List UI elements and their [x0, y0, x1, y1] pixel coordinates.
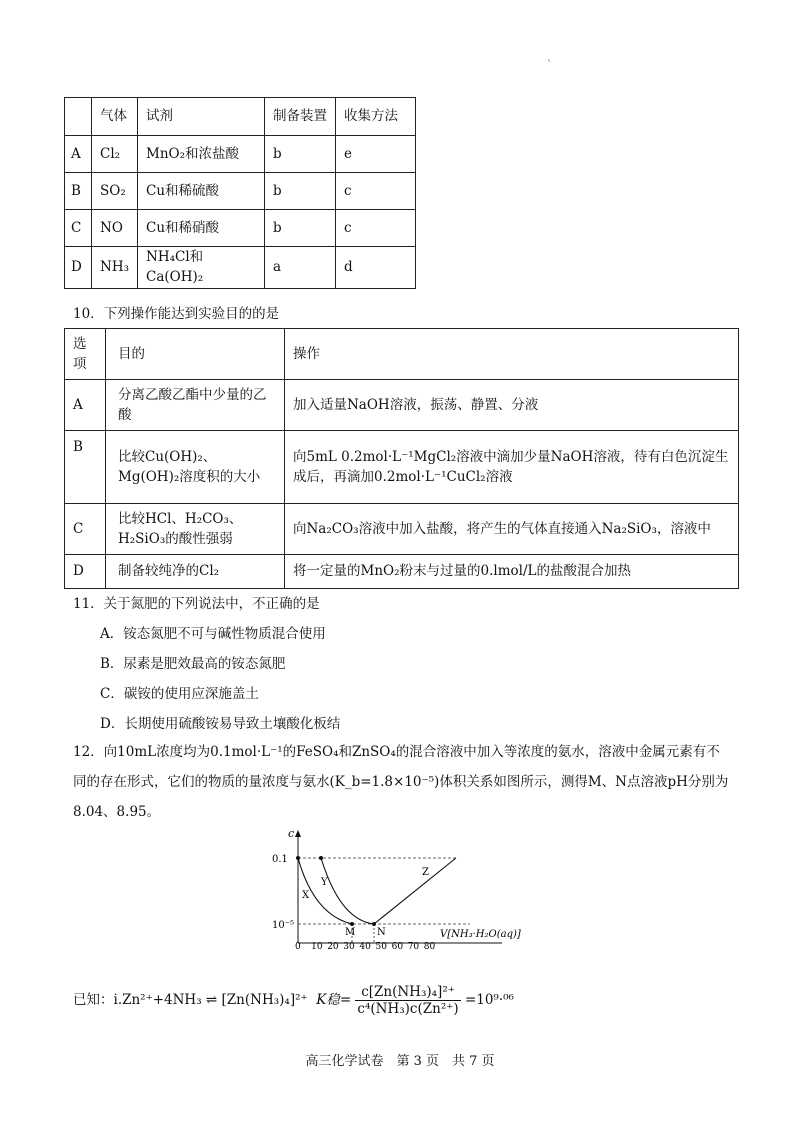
table-cell: D	[65, 555, 106, 589]
table-cell: c	[336, 210, 416, 247]
x-tick-labels	[295, 942, 436, 950]
x-tick-label: 10	[311, 942, 323, 950]
table-row	[65, 210, 416, 247]
point-m	[350, 922, 354, 926]
y-axis-label: c	[288, 827, 295, 840]
table-header-cell: 试剂	[138, 98, 265, 136]
table-cell: A	[65, 136, 92, 173]
table-cell: Cl₂	[92, 136, 138, 173]
table-cell: 将一定量的MnO₂粉末与过量的0.lmol/L的盐酸混合加热	[285, 555, 739, 589]
table-cell: MnO₂和浓盐酸	[138, 136, 265, 173]
table-cell: c	[336, 173, 416, 210]
question-10-stem: 10．下列操作能达到实验目的的是	[73, 306, 280, 322]
series-label-z: Z	[422, 867, 429, 878]
table-cell: C	[65, 210, 92, 247]
concentration-chart	[270, 825, 540, 950]
x-tick-label: 20	[327, 942, 339, 950]
table-cell: 向Na₂CO₃溶液中加入盐酸，将产生的气体直接通入Na₂SiO₃，溶液中	[285, 504, 739, 555]
table-cell: NH₄Cl和Ca(OH)₂	[138, 247, 265, 289]
experiment-table	[64, 328, 739, 589]
series-label-x: X	[302, 890, 310, 901]
table-cell: D	[65, 247, 92, 289]
table-cell: NH₃	[92, 247, 138, 289]
x-tick-label: 50	[375, 942, 387, 950]
x-tick-label: 30	[343, 942, 355, 950]
table-cell: a	[265, 247, 336, 289]
table-header-row	[65, 98, 416, 136]
k-numerator: c[Zn(NH₃)₄]²⁺	[355, 984, 460, 1001]
x-tick-label: 0	[295, 942, 301, 950]
table-header-cell: 操作	[285, 329, 739, 380]
table-row	[65, 555, 739, 589]
known-prefix: 已知：i.Zn²⁺+4NH₃	[73, 992, 202, 1008]
table-cell: NO	[92, 210, 138, 247]
point-start-y	[319, 856, 323, 860]
table-cell: b	[265, 136, 336, 173]
table-header-cell	[65, 98, 92, 136]
question-11-stem: 11．关于氮肥的下列说法中，不正确的是	[73, 596, 320, 612]
table-cell: 比较Cu(OH)₂、Mg(OH)₂溶度积的大小	[106, 431, 285, 504]
table-cell: SO₂	[92, 173, 138, 210]
question-12-stem: 12．向10mL浓度均为0.1mol·L⁻¹的FeSO₄和ZnSO₄的混合溶液中加入等浓度的氨水，溶液中金属元素有不同的存在形式，它们的物质的量浓度与氨水(K_b=1.8×10⁻⁵)体积关系如图所示，测得M、N点溶液pH分别为8.04、8.95。	[73, 744, 729, 820]
table-cell: b	[265, 210, 336, 247]
option-d: D．长期使用硫酸铵易导致土壤酸化板结	[100, 716, 341, 732]
point-n	[372, 922, 376, 926]
table-cell: 分离乙酸乙酯中少量的乙酸	[106, 380, 285, 431]
table-header-cell: 选项	[65, 329, 106, 380]
table-row	[65, 504, 739, 555]
table-cell: d	[336, 247, 416, 289]
corner-mark: `	[547, 60, 552, 71]
table-row	[65, 247, 416, 289]
x-tick-label: 60	[391, 942, 404, 950]
table-row	[65, 380, 739, 431]
k-fraction	[355, 984, 460, 1017]
series-y-curve	[321, 858, 374, 924]
table-cell: Cu和稀硫酸	[138, 173, 265, 210]
table-cell: b	[265, 173, 336, 210]
option-a: A．铵态氮肥不可与碱性物质混合使用	[100, 626, 326, 642]
table-cell: C	[65, 504, 106, 555]
table-header-cell: 气体	[92, 98, 138, 136]
table-cell: 制备较纯净的Cl₂	[106, 555, 285, 589]
table-row	[65, 136, 416, 173]
x-tick-label: 40	[359, 942, 371, 950]
table-cell: A	[65, 380, 106, 431]
table-cell: 向5mL 0.2mol·L⁻¹MgCl₂溶液中滴加少量NaOH溶液，待有白色沉淀生成后，再滴加0.2mol·L⁻¹CuCl₂溶液	[285, 431, 739, 504]
x-tick-label: 80	[423, 942, 436, 950]
known-equilibrium	[73, 984, 514, 1017]
table-cell: 加入适量NaOH溶液，振荡、静置、分液	[285, 380, 739, 431]
table-row	[65, 173, 416, 210]
y-tick-label: 10⁻⁵	[272, 920, 295, 931]
point-label-n: N	[377, 927, 386, 938]
x-tick-label: 70	[407, 942, 420, 950]
table-row	[65, 431, 739, 504]
point-label-m: M	[345, 927, 356, 938]
table-cell: e	[336, 136, 416, 173]
equilibrium-arrow: ⇌	[205, 992, 218, 1008]
series-label-y: Y	[321, 877, 328, 888]
option-c: C．碳铵的使用应深施盖土	[100, 686, 259, 702]
point-start-x	[296, 856, 300, 860]
equals-sign: =	[339, 992, 352, 1008]
y-tick-label: 0.1	[272, 854, 288, 865]
page-footer: 高三化学试卷 第 3 页 共 7 页	[305, 1054, 495, 1069]
table-header-cell: 收集方法	[336, 98, 416, 136]
table-cell: B	[65, 173, 92, 210]
table-header-row	[65, 329, 739, 380]
k-value: =10⁹·⁰⁶	[464, 992, 514, 1008]
gas-preparation-table	[64, 97, 416, 289]
table-header-cell: 制备装置	[265, 98, 336, 136]
known-product: [Zn(NH₃)₄]²⁺	[221, 992, 308, 1008]
table-cell: 比较HCl、H₂CO₃、H₂SiO₃的酸性强弱	[106, 504, 285, 555]
table-header-cell: 目的	[106, 329, 285, 380]
series-z-line	[374, 858, 456, 924]
option-b: B．尿素是肥效最高的铵态氮肥	[100, 656, 286, 672]
table-cell: Cu和稀硝酸	[138, 210, 265, 247]
y-axis-arrow	[295, 830, 301, 837]
table-cell: B	[65, 431, 106, 504]
k-denominator: c⁴(NH₃)c(Zn²⁺)	[357, 1001, 459, 1017]
x-axis-label: V[NH₃·H₂O(aq)]	[440, 929, 521, 940]
k-symbol: K稳	[316, 992, 340, 1008]
